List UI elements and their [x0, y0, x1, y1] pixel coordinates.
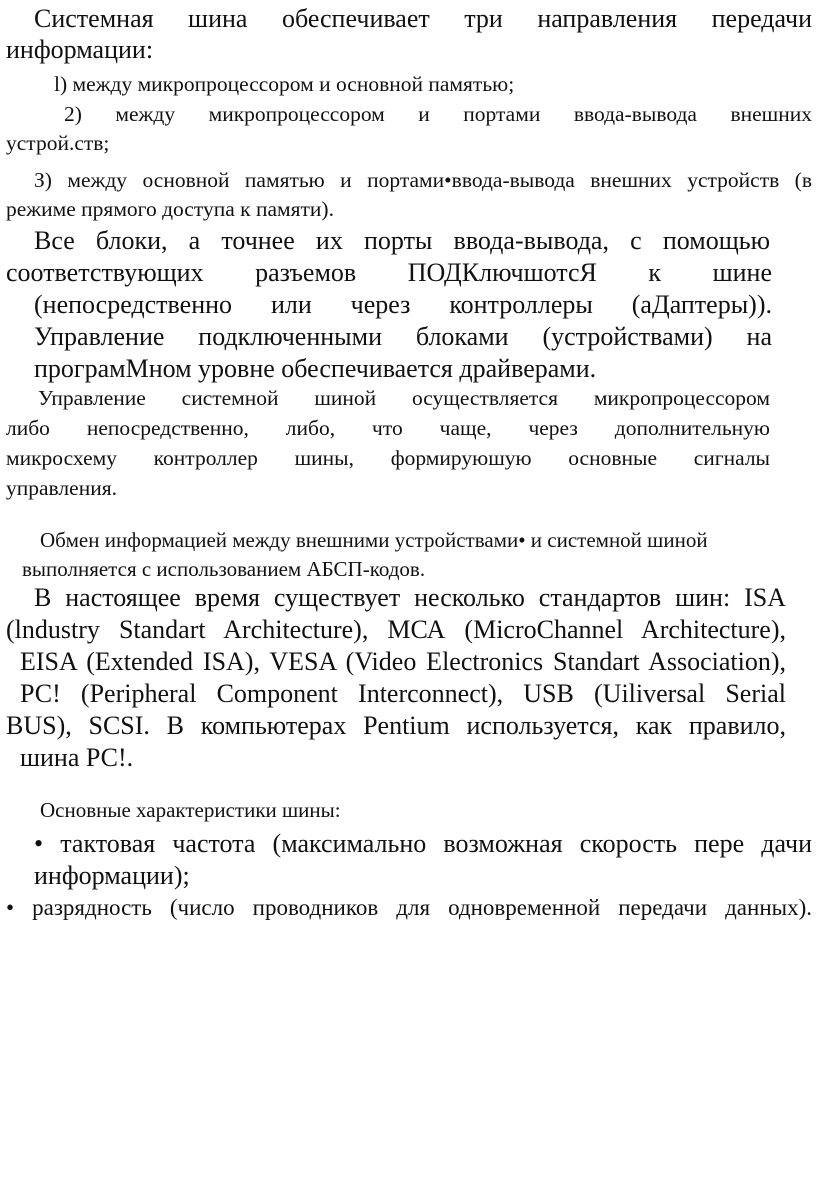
paragraph-5-line-2: соответствующих разъемов ПОДКлючшотсЯ к шине	[6, 258, 772, 287]
paragraph-5-line-3: (непосредственно или через контроллеры (аДаптеры)).	[34, 290, 772, 319]
list-item-2-line-2: устрой.ств;	[6, 131, 110, 155]
paragraph-8-line-2: (lndustry Standart Architecture), МСА (MicroChannel Architecture),	[6, 615, 786, 644]
paragraph-9-heading: Основные характеристики шины:	[40, 798, 341, 822]
paragraph-8-line-5: BUS), SCSI. В компьютерах Pentium используется, как правило,	[6, 711, 786, 740]
paragraph-6-line-2: либо непосредственно, либо, что чаще, через дополнительную	[6, 416, 770, 440]
paragraph-8-line-4: РС! (Peripheral Component Interconnect), USB (Uiliversal Serial	[20, 679, 786, 708]
paragraph-6-line-4: управления.	[6, 476, 117, 500]
paragraph-5-line-5: програмМном уровне обеспечивается драйверами.	[34, 354, 597, 383]
bullet-1-line-2: информации);	[34, 861, 190, 890]
paragraph-1-line-2: информации:	[6, 35, 154, 64]
list-item-2-line-1: 2) между микропроцессором и портами ввода-вывода внешних	[64, 102, 812, 126]
paragraph-6-line-3: микросхему контроллер шины, формируюшую основные сигналы	[6, 446, 770, 470]
bullet-1-line-1: • тактовая частота (максимально возможная скорость пере дачи	[34, 829, 812, 858]
bullet-2: • разрядность (число проводников для одновременной передачи данных).	[6, 895, 812, 920]
list-item-1: l) между микропроцессором и основной памятью;	[54, 72, 515, 96]
paragraph-8-line-1: В настоящее время существует несколько стандартов шин: ISA	[34, 583, 786, 612]
paragraph-7-line-1: Обмен информацией между внешними устройствами• и системной шиной	[40, 528, 708, 552]
paragraph-1-line-1: Системная шина обеспечивает три направления передачи	[34, 4, 812, 33]
paragraph-5-line-4: Управление подключенными блоками (устройствами) на	[34, 322, 772, 351]
paragraph-7-line-2: выполняется с использованием АБСП-кодов.	[22, 557, 426, 581]
list-item-3-line-1: З) между основной памятью и портами•ввода-вывода внешних устройств (в	[34, 168, 812, 192]
paragraph-8-line-6: шина РС!.	[20, 743, 134, 772]
paragraph-6-line-1: Управление системной шиной осуществляется микропроцессором	[38, 386, 770, 410]
paragraph-5-line-1: Все блоки, а точнее их порты ввода-вывода, с помощью	[34, 226, 770, 255]
paragraph-8-line-3: EISA (Extended ISA), VESA (Video Electronics Standart Association),	[20, 647, 786, 676]
list-item-3-line-2: режиме прямого доступа к памяти).	[6, 197, 334, 221]
